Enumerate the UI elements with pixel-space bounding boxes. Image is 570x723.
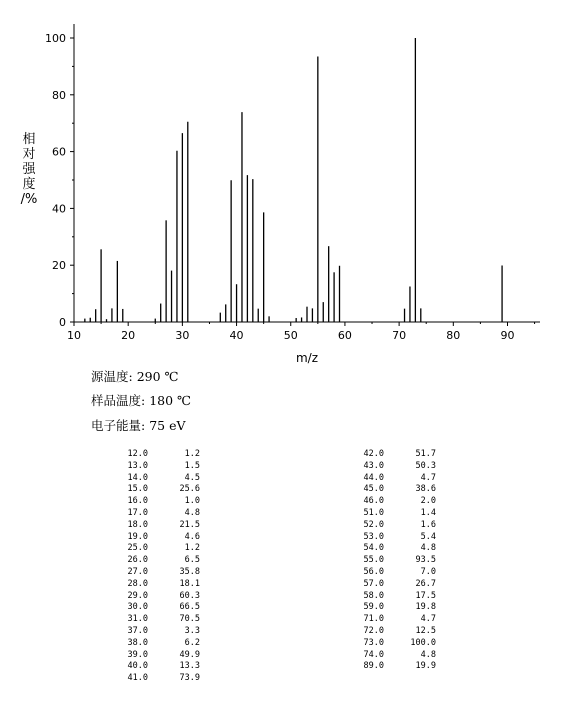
peak-intensity: 6.5	[184, 555, 200, 566]
peak-mz: 27.0	[127, 566, 148, 577]
condition-value: 75 eV	[149, 418, 186, 433]
peak-intensity: 38.6	[415, 484, 436, 495]
x-tick-label: 90	[500, 329, 515, 342]
peak-intensity: 1.4	[420, 507, 436, 518]
peak-mz: 40.0	[127, 661, 148, 672]
peak-mz: 17.0	[127, 507, 148, 518]
x-tick-label: 40	[229, 329, 244, 342]
peak-intensity: 19.8	[415, 602, 436, 613]
peak-mz: 42.0	[363, 449, 384, 459]
x-tick-label: 10	[67, 329, 81, 342]
peak-intensity: 4.6	[184, 531, 200, 542]
peak-mz: 55.0	[363, 555, 384, 566]
peak-mz: 58.0	[363, 590, 384, 601]
peak-intensity: 4.7	[420, 472, 436, 483]
x-tick-label: 70	[392, 329, 407, 342]
peak-intensity: 2.0	[420, 496, 436, 507]
peak-intensity: 60.3	[179, 590, 200, 601]
peak-mz: 14.0	[127, 472, 148, 483]
source-temperature	[91, 367, 179, 385]
peak-intensity: 35.8	[179, 566, 200, 577]
y-axis-label-char: /%	[20, 192, 38, 207]
y-axis-label-char: 强	[22, 162, 36, 177]
y-axis-label-char: 对	[22, 147, 36, 162]
peak-intensity: 73.9	[179, 673, 200, 684]
peak-mz: 73.0	[363, 637, 384, 648]
peak-intensity: 66.5	[179, 602, 200, 613]
peak-mz: 59.0	[363, 602, 384, 613]
peak-mz: 72.0	[363, 625, 384, 636]
peak-intensity: 1.5	[184, 460, 200, 471]
peak-mz: 52.0	[363, 519, 384, 530]
peak-mz: 74.0	[363, 649, 384, 660]
peak-mz: 30.0	[127, 602, 148, 613]
peak-mz: 51.0	[363, 507, 384, 518]
peak-mz: 31.0	[127, 614, 148, 625]
peak-mz: 57.0	[363, 578, 384, 589]
peak-mz: 56.0	[363, 566, 384, 577]
peak-intensity: 13.3	[179, 661, 200, 672]
electron-energy	[91, 416, 186, 434]
peak-intensity: 93.5	[415, 555, 436, 566]
y-tick-label: 100	[45, 32, 66, 45]
peak-intensity: 4.8	[184, 507, 200, 518]
y-tick-label: 0	[59, 316, 66, 329]
peak-intensity: 4.7	[420, 614, 436, 625]
x-axis-label: m/z	[295, 351, 319, 365]
condition-value: 180 ℃	[149, 393, 192, 408]
peak-mz: 37.0	[127, 625, 148, 636]
sample-temperature	[91, 391, 191, 409]
peak-mz: 12.0	[127, 449, 148, 459]
x-tick-label: 60	[337, 329, 352, 342]
peak-intensity: 3.3	[184, 625, 200, 636]
peak-mz: 15.0	[127, 484, 148, 495]
peak-intensity: 1.2	[184, 543, 200, 554]
peak-intensity: 51.7	[415, 449, 436, 459]
peak-intensity: 21.5	[179, 519, 200, 530]
peak-intensity: 70.5	[179, 614, 200, 625]
peak-intensity: 4.8	[420, 649, 436, 660]
peak-intensity: 7.0	[420, 566, 436, 577]
peak-mz: 44.0	[363, 472, 384, 483]
peak-mz: 54.0	[363, 543, 384, 554]
peak-mz: 89.0	[363, 661, 384, 672]
peak-intensity: 50.3	[415, 460, 436, 471]
peak-mz: 45.0	[363, 484, 384, 495]
peak-intensity: 18.1	[179, 578, 200, 589]
condition-label: 源温度:	[91, 369, 133, 384]
y-tick-label: 80	[52, 88, 66, 102]
peak-mz: 39.0	[127, 649, 148, 660]
peak-intensity: 6.2	[184, 637, 200, 648]
peak-mz: 29.0	[127, 590, 148, 601]
peak-intensity: 12.5	[415, 625, 436, 636]
peak-mz: 19.0	[127, 531, 148, 542]
peak-intensity: 1.6	[420, 519, 436, 530]
peak-intensity: 19.9	[415, 661, 436, 672]
peak-intensity: 25.6	[179, 484, 200, 495]
peak-mz: 16.0	[127, 496, 148, 507]
peak-mz: 71.0	[363, 614, 384, 625]
peak-mz: 53.0	[363, 531, 384, 542]
peak-intensity: 17.5	[415, 590, 436, 601]
peak-intensity: 4.8	[420, 543, 436, 554]
y-axis-label-char: 度	[22, 177, 36, 192]
x-tick-label: 80	[446, 329, 461, 342]
peak-intensity: 26.7	[415, 578, 436, 589]
y-tick-label: 60	[52, 145, 66, 159]
condition-label: 样品温度:	[91, 393, 146, 408]
y-tick-label: 20	[52, 259, 66, 273]
condition-label: 电子能量:	[91, 418, 146, 433]
peak-mz: 13.0	[127, 460, 148, 471]
peak-intensity: 4.5	[184, 472, 200, 483]
peak-mz: 38.0	[127, 637, 148, 648]
peak-mz: 25.0	[127, 543, 148, 554]
condition-value: 290 ℃	[136, 369, 179, 384]
y-axis-label-char: 相	[22, 132, 36, 147]
peak-intensity: 49.9	[179, 649, 200, 660]
peak-intensity: 1.0	[184, 496, 200, 507]
peak-mz: 28.0	[127, 578, 148, 589]
peak-mz: 46.0	[363, 496, 384, 507]
peak-intensity: 100.0	[410, 637, 436, 648]
peak-intensity: 5.4	[420, 531, 436, 542]
x-tick-label: 30	[175, 329, 190, 342]
x-tick-label: 50	[283, 329, 298, 342]
y-axis-label	[20, 132, 38, 207]
peak-mz: 26.0	[127, 555, 148, 566]
peak-mz: 43.0	[363, 460, 384, 471]
peak-mz: 18.0	[127, 519, 148, 530]
y-tick-label: 40	[52, 202, 66, 216]
peak-mz: 41.0	[127, 673, 148, 684]
peak-intensity: 1.2	[184, 449, 200, 459]
x-tick-label: 20	[121, 329, 136, 342]
